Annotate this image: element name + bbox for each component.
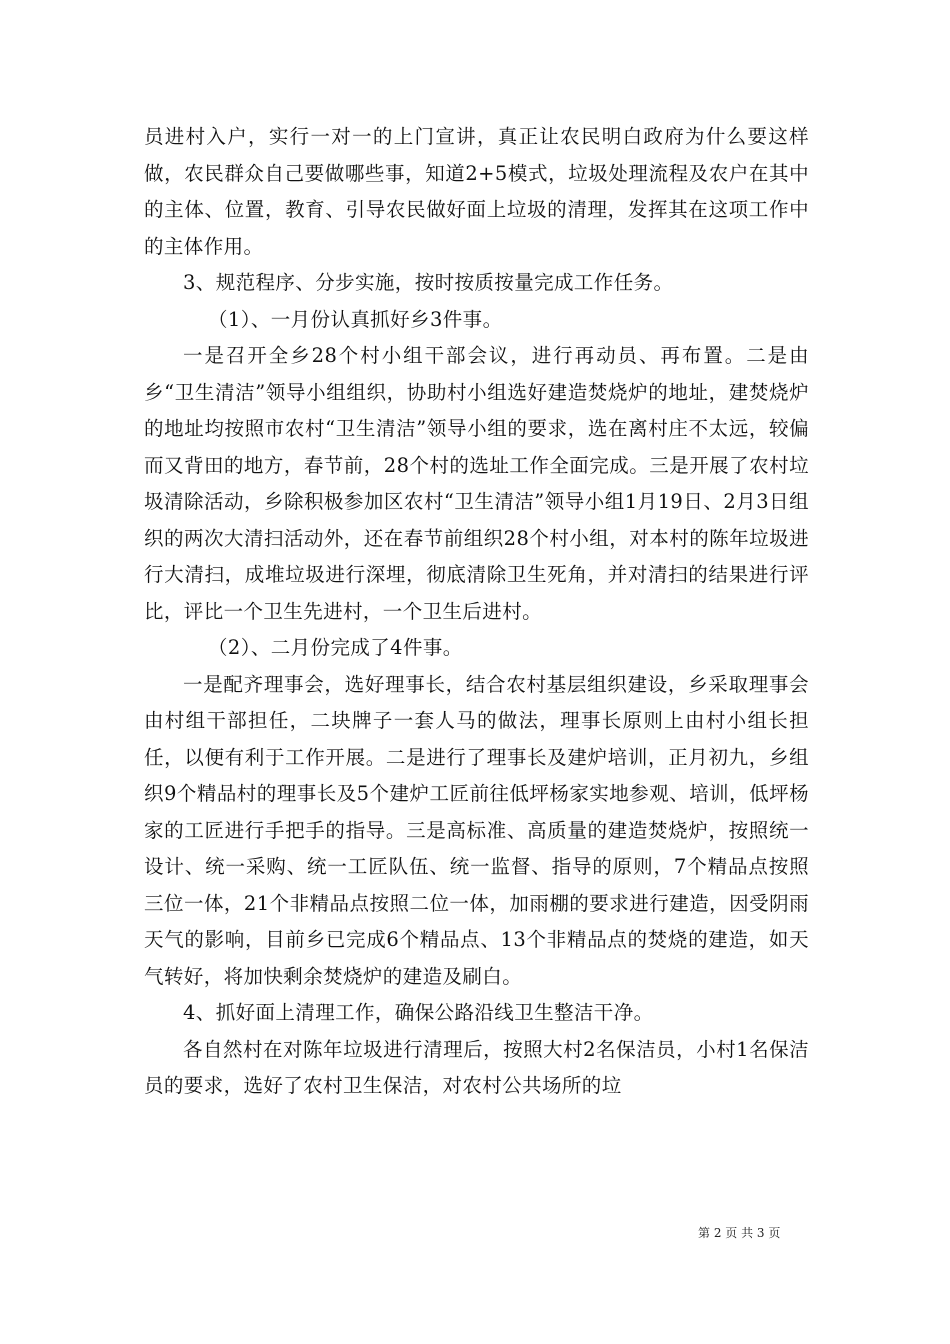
subsection-heading-1: （1）、一月份认真抓好乡3件事。 [208,307,503,331]
page-number-footer: 第 2 页 共 3 页 [698,1226,781,1240]
document-body [144,119,809,1105]
paragraph-february: 一是配齐理事会，选好理事长，结合农村基层组织建设，乡采取理事会由村组干部担任，二块牌子一套人马的做法，理事长原则上由村小组长担任，以便有利于工作开展。二是进行了理事长及建炉培训，正月初九，乡组织9个精品村的理事长及5个建炉工匠前往低坪杨家实地参观、培训，低坪杨家的工匠进行手把手的指导。三是高标准、高质量的建造焚烧炉，按照统一设计、统一采购、统一工匠队伍、统一监督、指导的原则，7个精品点按照三位一体，21个非精品点按照二位一体，加雨棚的要求进行建造，因受阴雨天气的影响，目前乡已完成6个精品点、13个非精品点的焚烧的建造，如天气转好，将加快剩余焚烧炉的建造及刷白。 [144,672,809,988]
section-heading-4: 4、抓好面上清理工作，确保公路沿线卫生整洁干净。 [183,1001,654,1024]
paragraph-cleanup: 各自然村在对陈年垃圾进行清理后，按照大村2名保洁员，小村1名保洁员的要求，选好了农村卫生保洁，对农村公共场所的垃 [144,1037,809,1097]
paragraph-continuation: 员进村入户，实行一对一的上门宣讲，真正让农民明白政府为什么要这样做，农民群众自己要做哪些事，知道2+5模式，垃圾处理流程及农户在其中的主体、位置，教育、引导农民做好面上垃圾的清理，发挥其在这项工作中的主体作用。 [144,125,809,258]
subsection-heading-2: （2）、二月份完成了4件事。 [208,636,463,659]
section-heading-3: 3、规范程序、分步实施，按时按质按量完成工作任务。 [183,271,674,294]
paragraph-january: 一是召开全乡28个村小组干部会议，进行再动员、再布置。二是由乡“卫生清洁”领导小组组织，协助村小组选好建造焚烧炉的地址，建焚烧炉的地址均按照市农村“卫生清洁”领导小组的要求，选在离村庄不太远，较偏而又背田的地方，春节前，28个村的选址工作全面完成。三是开展了农村垃圾清除活动，乡除积极参加区农村“卫生清洁”领导小组1月19日、2月3日组织的两次大清扫活动外，还在春节前组织28个村小组，对本村的陈年垃圾进行大清扫，成堆垃圾进行深埋，彻底清除卫生死角，并对清扫的结果进行评比，评比一个卫生先进村，一个卫生后进村。 [144,344,809,623]
